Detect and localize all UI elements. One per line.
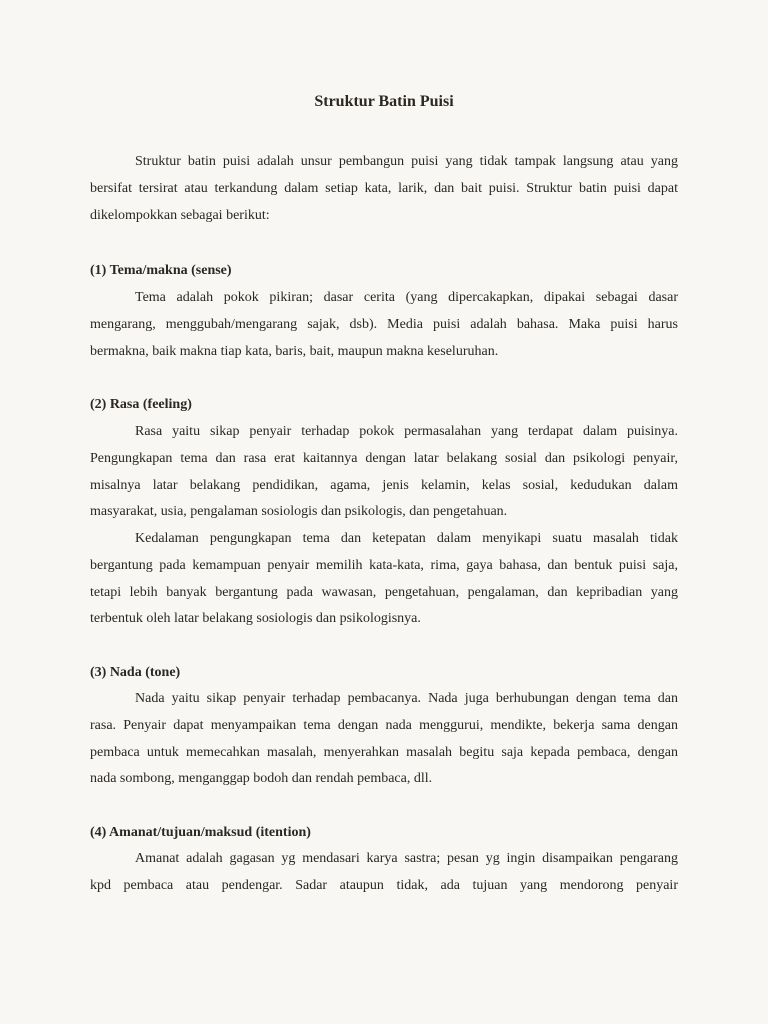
text-line: Tema adalah pokok pikiran; dasar cerita (yang dipercakapkan, dipakai sebagai dasar [135,290,678,305]
text-line: bersifat tersirat atau terkandung dalam setiap kata, larik, dan bait puisi. Struktur batin puisi dapat [90,180,678,196]
section-paragraph [90,289,678,369]
text-line: dikelompokkan sebagai berikut: [90,207,270,223]
text-line: Amanat adalah gagasan yg mendasari karya sastra; pesan yg ingin disampaikan pengarang [135,851,678,866]
section-heading: (4) Amanat/tujuan/maksud (itention) [90,825,311,840]
text-line: misalnya latar belakang pendidikan, agama, jenis kelamin, kelas sosial, kedudukan dalam [90,477,678,493]
section-heading: (2) Rasa (feeling) [90,397,192,412]
section-paragraph [90,423,678,530]
text-line: pembaca untuk memecahkan masalah, menyerahkan masalah begitu saja kepada pembaca, dengan [90,744,678,760]
text-line: masyarakat, usia, pengalaman sosiologis dan psikologis, dan pengetahuan. [90,504,508,520]
text-line: Pengungkapan tema dan rasa erat kaitannya dengan latar belakang sosial dan psikologi penyair, [90,450,678,466]
document-title: Struktur Batin Puisi [314,93,454,110]
text-line: bergantung pada kemampuan penyair memilih kata-kata, rima, gaya bahasa, dan bentuk puisi saja, [90,557,678,573]
section-paragraph [90,690,678,797]
text-line: Nada yaitu sikap penyair terhadap pembacanya. Nada juga berhubungan dengan tema dan [135,691,678,706]
text-line: Kedalaman pengungkapan tema dan ketepatan dalam menyikapi suatu masalah tidak [135,531,678,546]
text-line: mengarang, menggubah/mengarang sajak, dsb). Media puisi adalah bahasa. Maka puisi harus [90,316,678,332]
intro-paragraph [90,153,678,233]
text-line: Rasa yaitu sikap penyair terhadap pokok permasalahan yang terdapat dalam puisinya. [135,424,678,439]
section-heading: (1) Tema/makna (sense) [90,263,232,278]
section-heading: (3) Nada (tone) [90,665,181,680]
text-line: terbentuk oleh latar belakang sosiologis dan psikologisnya. [90,611,421,627]
text-line: kpd pembaca atau pendengar. Sadar ataupun tidak, ada tujuan yang mendorong penyair [90,877,678,893]
text-line: nada sombong, menganggap bodoh dan rendah pembaca, dll. [90,771,433,787]
section-paragraph [90,850,678,904]
text-line: rasa. Penyair dapat menyampaikan tema dengan nada menggurui, mendikte, bekerja sama dengan [90,717,678,733]
section-paragraph [90,530,678,637]
text-line: bermakna, baik makna tiap kata, baris, bait, maupun makna keseluruhan. [90,343,499,359]
text-line: tetapi lebih banyak bergantung pada wawasan, pengetahuan, pengalaman, dan kepribadian yang [90,584,678,600]
text-line: Struktur batin puisi adalah unsur pembangun puisi yang tidak tampak langsung atau yang [135,154,678,169]
